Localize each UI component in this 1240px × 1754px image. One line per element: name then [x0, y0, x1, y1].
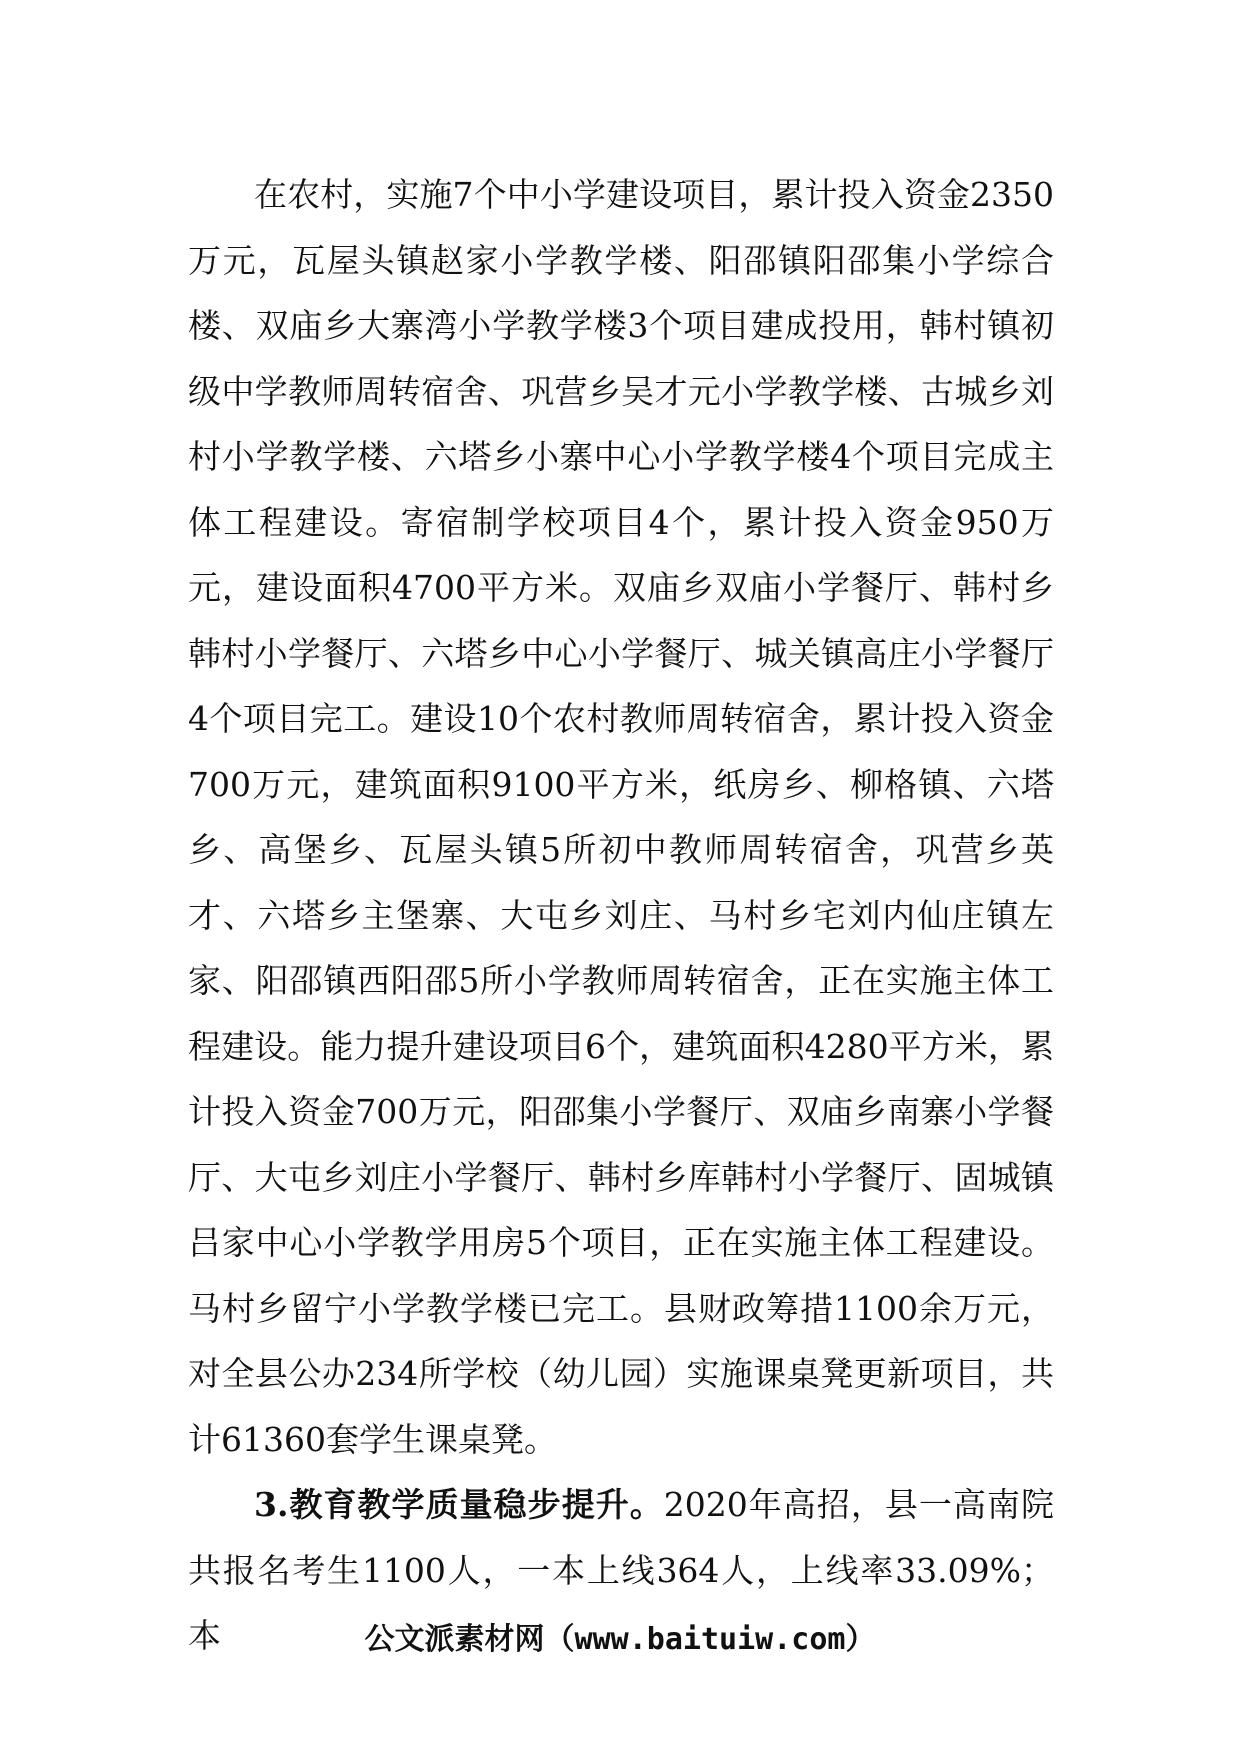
- document-body: [188, 162, 1054, 1669]
- footer-watermark: 公文派素材网（www.baituiw.com）: [364, 1622, 876, 1657]
- section-heading: 3.教育教学质量稳步提升。: [254, 1485, 664, 1524]
- paragraph-body: 2020年高招，县一高南院共报名考生1100人，一本上线364人，上线率33.09%；本: [188, 1485, 1055, 1655]
- paragraph-rural-projects: 在农村，实施7个中小学建设项目，累计投入资金2350万元，瓦屋头镇赵家小学教学楼、阳邵镇阳邵集小学综合楼、双庙乡大寨湾小学教学楼3个项目建成投用，韩村镇初级中学教师周转宿舍、巩营乡吴才元小学教学楼、古城乡刘村小学教学楼、六塔乡小寨中心小学教学楼4个项目完成主体工程建设。寄宿制学校项目4个，累计投入资金950万元，建设面积4700平方米。双庙乡双庙小学餐厅、韩村乡韩村小学餐厅、六塔乡中心小学餐厅、城关镇高庄小学餐厅4个项目完工。建设10个农村教师周转宿舍，累计投入资金700万元，建筑面积9100平方米，纸房乡、柳格镇、六塔乡、高堡乡、瓦屋头镇5所初中教师周转宿舍，巩营乡英才、六塔乡主堡寨、大屯乡刘庄、马村乡宅刘内仙庄镇左家、阳邵镇西阳邵5所小学教师周转宿舍，正在实施主体工程建设。能力提升建设项目6个，建筑面积4280平方米，累计投入资金700万元，阳邵集小学餐厅、双庙乡南寨小学餐厅、大屯乡刘庄小学餐厅、韩村乡库韩村小学餐厅、固城镇吕家中心小学教学用房5个项目，正在实施主体工程建设。马村乡留宁小学教学楼已完工。县财政筹措1100余万元，对全县公办234所学校（幼儿园）实施课桌凳更新项目，共计61360套学生课桌凳。: [188, 175, 1054, 1459]
